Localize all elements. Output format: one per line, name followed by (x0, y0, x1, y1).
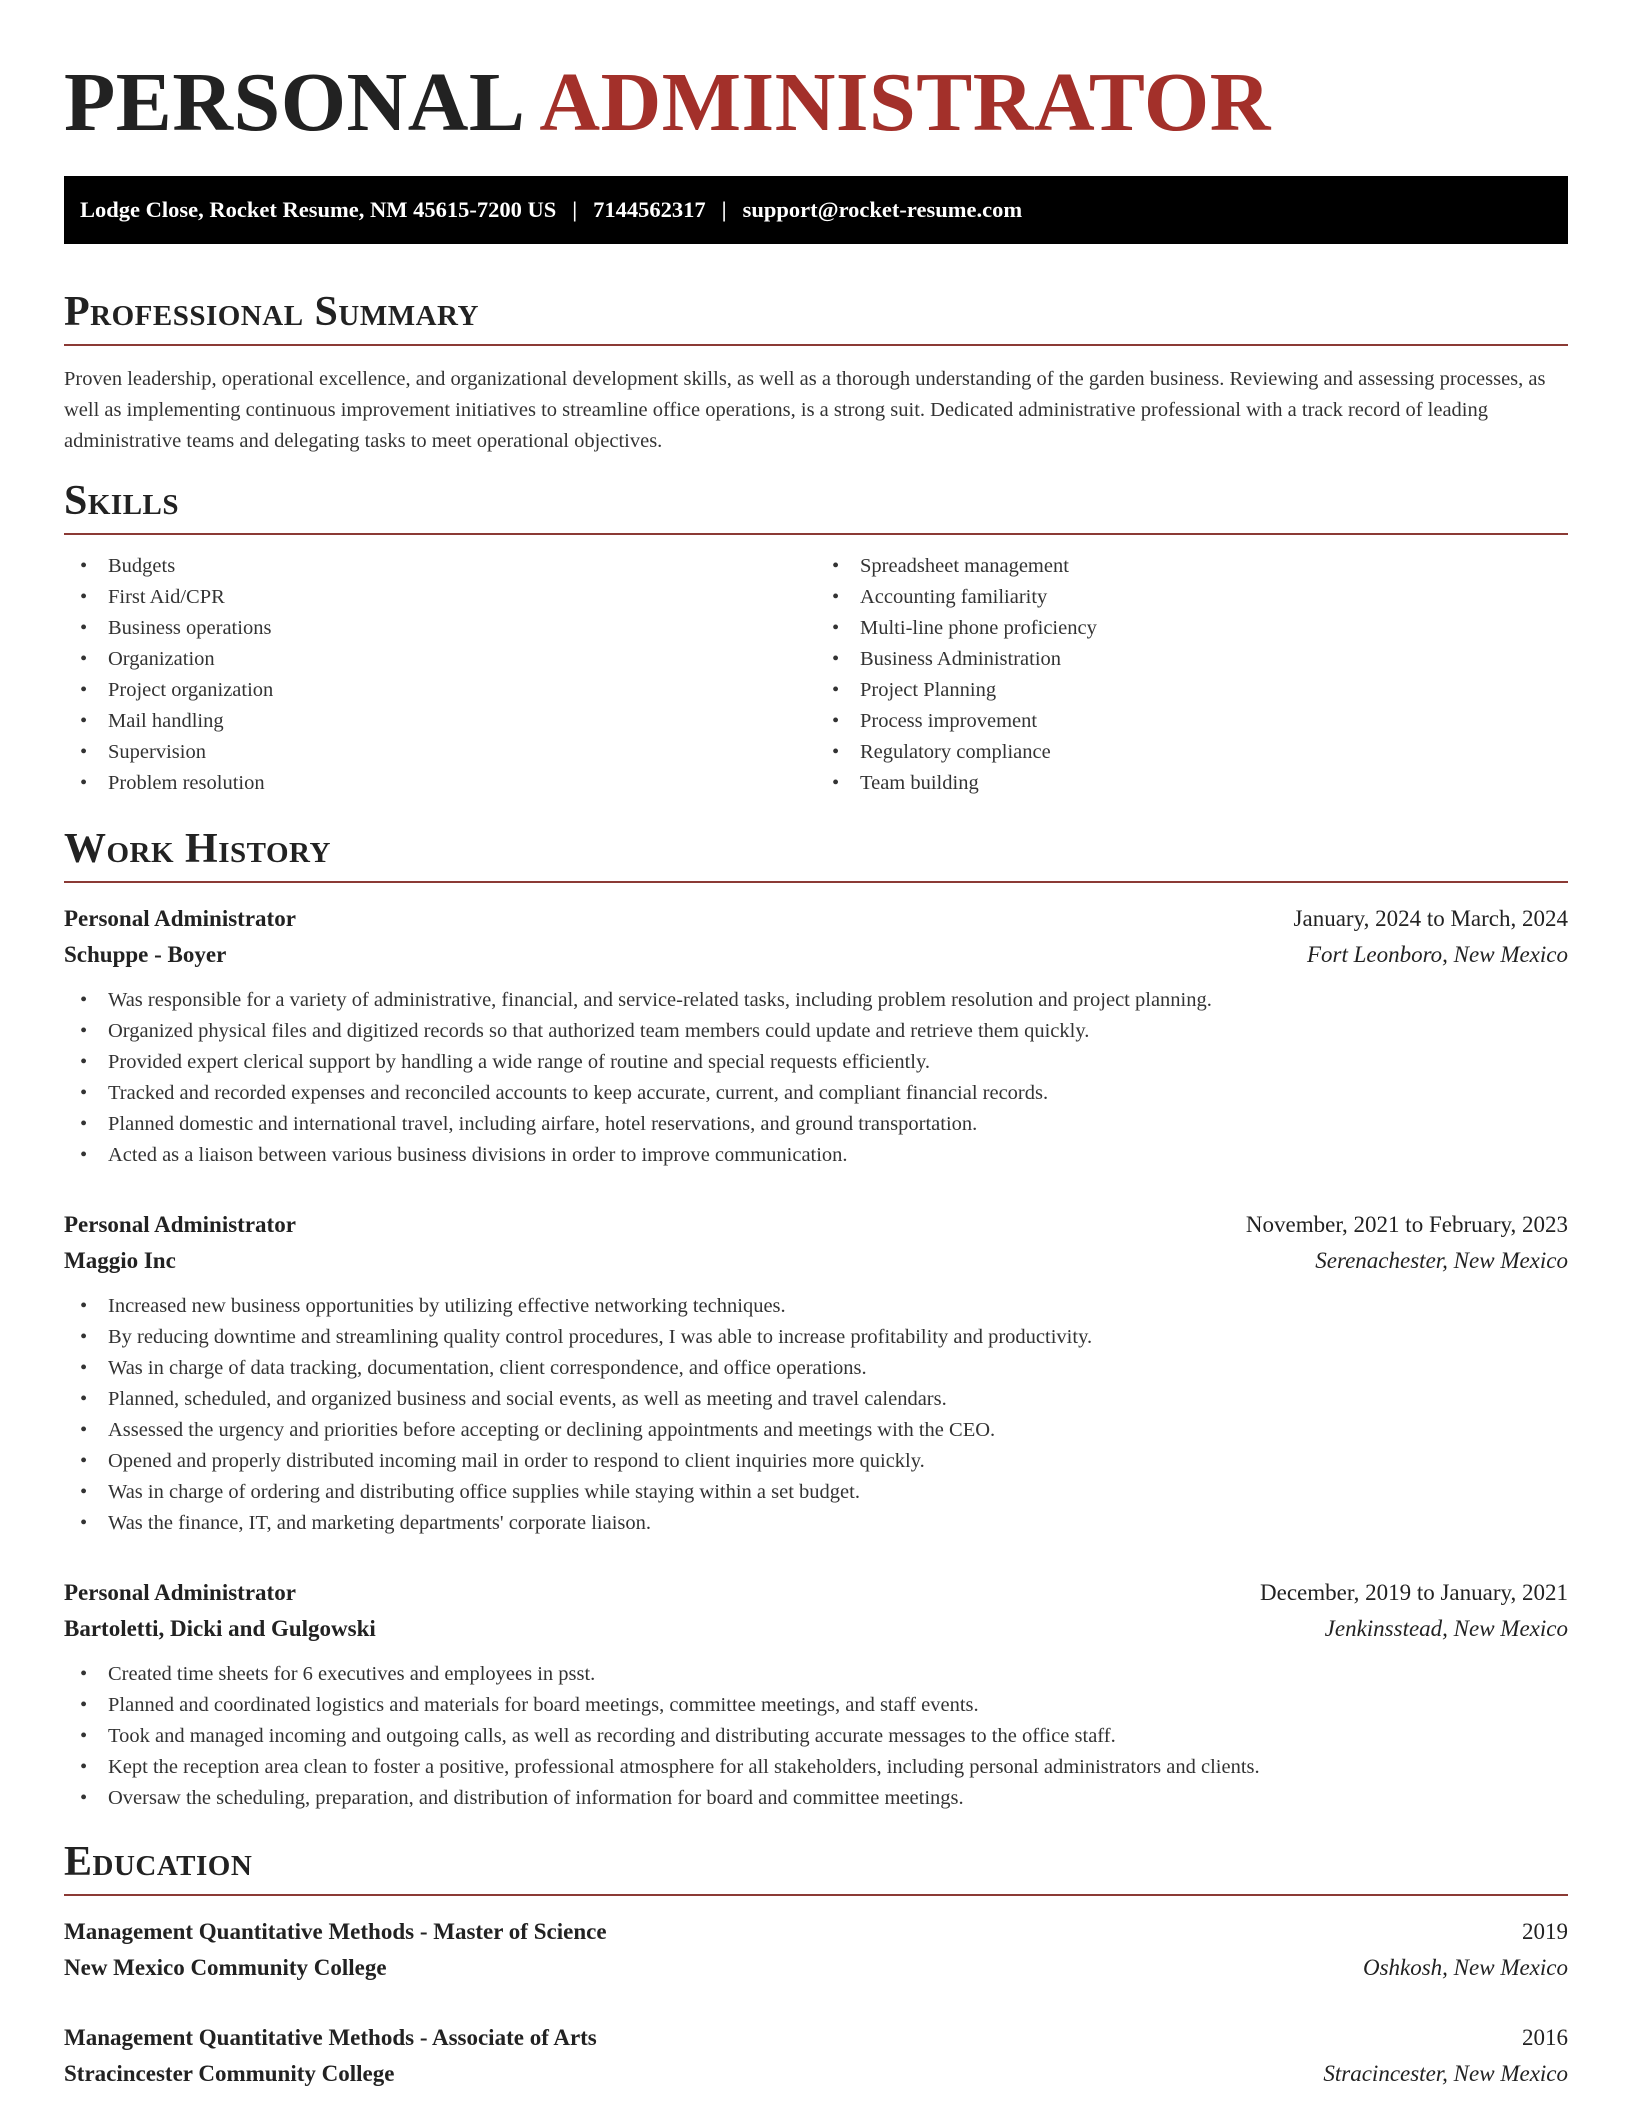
name-first-part: PERSONAL (64, 56, 526, 149)
job-role: Personal Administrator (64, 1580, 296, 1605)
job-duty: • Was in charge of data tracking, documentation, client correspondence, and office operations. (64, 1353, 1568, 1384)
education-school: Stracincester Community College (64, 2061, 395, 2086)
job-duty: • Created time sheets for 6 executives and employees in psst. (64, 1659, 1568, 1690)
contact-separator: | (572, 197, 578, 222)
section-title-summary: Professional Summary (64, 289, 479, 335)
skill-item: • Accounting familiarity (816, 582, 1568, 613)
skill-item: • Regulatory compliance (816, 737, 1568, 768)
contact-bar (64, 176, 1568, 244)
section-divider (64, 533, 1568, 535)
job-company-row (64, 1243, 1568, 1279)
job-company: Bartoletti, Dicki and Gulgowski (64, 1616, 376, 1641)
job-duty: • Planned domestic and international travel, including airfare, hotel reservations, and ground transportation. (64, 1109, 1568, 1140)
education-entry (64, 2020, 1568, 2092)
job-duty: • Was the finance, IT, and marketing departments' corporate liaison. (64, 1508, 1568, 1539)
education-location: Oshkosh, New Mexico (1362, 1955, 1568, 1980)
skill-item: • Multi-line phone proficiency (816, 613, 1568, 644)
summary-text: Proven leadership, operational excellence, and organizational development skills, as well as a thorough understanding of the garden business. Reviewing and assessing processes, as well as implementing continuous improvement initiatives to streamline office operations, is a strong suit. Dedicated administrative professional with a track record of leading administrative teams and delegating tasks to meet operational objectives. (64, 368, 1546, 452)
job-company: Maggio Inc (64, 1248, 176, 1273)
job-duty: • Acted as a liaison between various business divisions in order to improve communication. (64, 1140, 1568, 1171)
job-duty: • Increased new business opportunities by utilizing effective networking techniques. (64, 1291, 1568, 1322)
job-duty: • Provided expert clerical support by handling a wide range of routine and special requests efficiently. (64, 1047, 1568, 1078)
education-location: Stracincester, New Mexico (1323, 2061, 1568, 2086)
job-entry (64, 1575, 1568, 1814)
job-duty: • By reducing downtime and streamlining quality control procedures, I was able to increase profitability and productivity. (64, 1322, 1568, 1353)
job-duty: • Organized physical files and digitized records so that authorized team members could update and retrieve them quickly. (64, 1016, 1568, 1047)
education-header-row (64, 2020, 1568, 2056)
job-dates: January, 2024 to March, 2024 (1293, 906, 1568, 931)
job-header-row (64, 901, 1568, 937)
job-entry (64, 901, 1568, 1171)
education-year: 2016 (1522, 2025, 1568, 2050)
job-company-row (64, 1611, 1568, 1647)
section-title-work-history: Work History (64, 826, 331, 872)
section-title-skills: Skills (64, 478, 180, 524)
job-duty: • Planned and coordinated logistics and materials for board meetings, committee meetings, and staff events. (64, 1690, 1568, 1721)
job-header-row (64, 1207, 1568, 1243)
job-company: Schuppe - Boyer (64, 942, 227, 967)
contact-separator: | (721, 197, 727, 222)
work-history-section (64, 825, 1568, 1814)
skills-list-right (816, 551, 1568, 799)
education-school-row (64, 2056, 1568, 2092)
education-section (64, 1838, 1568, 2092)
education-school: New Mexico Community College (64, 1955, 387, 1980)
job-duty: • Took and managed incoming and outgoing calls, as well as recording and distributing accurate messages to the office staff. (64, 1721, 1568, 1752)
education-degree: Management Quantitative Methods - Master of Science (64, 1919, 607, 1944)
skill-item: • Project organization (64, 675, 816, 706)
education-school-row (64, 1950, 1568, 1986)
job-duty: • Kept the reception area clean to foster a positive, professional atmosphere for all stakeholders, including personal administrators and clients. (64, 1752, 1568, 1783)
job-duty: • Tracked and recorded expenses and reconciled accounts to keep accurate, current, and compliant financial records. (64, 1078, 1568, 1109)
job-location: Jenkinsstead, New Mexico (1324, 1616, 1568, 1641)
skill-item: • Supervision (64, 737, 816, 768)
job-duty: • Was responsible for a variety of administrative, financial, and service-related tasks, including problem resolution and project planning. (64, 985, 1568, 1016)
skill-item: • Business Administration (816, 644, 1568, 675)
job-header-row (64, 1575, 1568, 1611)
name-last-part: ADMINISTRATOR (539, 56, 1271, 149)
contact-email[interactable]: support@rocket-resume.com (742, 197, 1023, 222)
skill-item: • Spreadsheet management (816, 551, 1568, 582)
job-dates: November, 2021 to February, 2023 (1245, 1212, 1568, 1237)
skill-item: • Business operations (64, 613, 816, 644)
job-duty: • Assessed the urgency and priorities before accepting or declining appointments and meetings with the CEO. (64, 1415, 1568, 1446)
section-divider (64, 344, 1568, 346)
job-dates: December, 2019 to January, 2021 (1260, 1580, 1568, 1605)
job-entry (64, 1207, 1568, 1539)
job-duty: • Opened and properly distributed incoming mail in order to respond to client inquiries more quickly. (64, 1446, 1568, 1477)
skill-item: • Budgets (64, 551, 816, 582)
job-duties-list (64, 1291, 1568, 1539)
skills-section (64, 477, 1568, 799)
education-header-row (64, 1914, 1568, 1950)
skill-item: • First Aid/CPR (64, 582, 816, 613)
education-entry (64, 1914, 1568, 1986)
contact-address: Lodge Close, Rocket Resume, NM 45615-7200 US (80, 197, 557, 222)
education-year: 2019 (1522, 1919, 1568, 1944)
job-duty: • Planned, scheduled, and organized business and social events, as well as meeting and travel calendars. (64, 1384, 1568, 1415)
skill-item: • Problem resolution (64, 768, 816, 799)
job-location: Serenachester, New Mexico (1315, 1248, 1568, 1273)
skill-item: • Team building (816, 768, 1568, 799)
job-duties-list (64, 1659, 1568, 1814)
section-divider (64, 1894, 1568, 1896)
job-company-row (64, 937, 1568, 973)
section-title-education: Education (64, 1839, 253, 1885)
skills-columns (64, 551, 1568, 799)
job-duty: • Was in charge of ordering and distributing office supplies while staying within a set budget. (64, 1477, 1568, 1508)
job-location: Fort Leonboro, New Mexico (1306, 942, 1568, 967)
skill-item: • Organization (64, 644, 816, 675)
contact-phone[interactable]: 7144562317 (593, 197, 706, 222)
job-duties-list (64, 985, 1568, 1171)
skill-item: • Process improvement (816, 706, 1568, 737)
skill-item: • Mail handling (64, 706, 816, 737)
skill-item: • Project Planning (816, 675, 1568, 706)
summary-section (64, 288, 1568, 457)
education-degree: Management Quantitative Methods - Associate of Arts (64, 2025, 597, 2050)
skills-list-left (64, 551, 816, 799)
job-duty: • Oversaw the scheduling, preparation, and distribution of information for board and committee meetings. (64, 1783, 1568, 1814)
candidate-name (64, 0, 1568, 148)
job-role: Personal Administrator (64, 906, 296, 931)
job-role: Personal Administrator (64, 1212, 296, 1237)
section-divider (64, 881, 1568, 883)
